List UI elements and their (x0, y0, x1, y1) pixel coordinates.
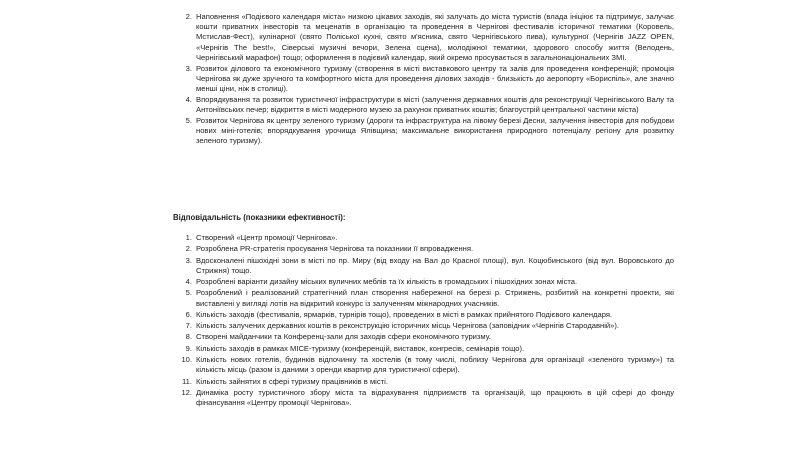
item-number: 11. (182, 376, 192, 386)
item-number: 10. (181, 355, 192, 365)
item-number: 5. (185, 288, 192, 298)
list-item (181, 355, 674, 375)
item-text: Створені майданчики та Конференц-зали для заходів сфери економічного туризму. (196, 332, 491, 342)
list-item (181, 387, 674, 408)
list-item (185, 277, 674, 287)
strategy-list (185, 12, 674, 147)
item-number: 3. (185, 63, 192, 73)
list-item (185, 255, 674, 276)
section-heading: Відповідальність (показники ефективності): (173, 213, 346, 222)
list-item (182, 376, 674, 387)
item-text: Кількість заходів (фестивалів, ярмарків, турнірів тощо), проведених в місті в рамках прийнятого Подієвого календаря. (196, 309, 613, 319)
item-text: Впорядкування та розвиток туристичної інфраструктури в місті (залучення державних коштів для реконструкції Чернігівського Валу та Антоніївських печер; відкриття в місті модерного музею за рахунок приватних коштів; благоустрій центральної частини міста) (196, 94, 674, 114)
item-text: Кількість залучених державних коштів в реконструкцію історичних місць Чернігова (заповідник «Чернігів Стародавній»). (196, 321, 620, 331)
kpi-list (181, 233, 674, 409)
item-text: Кількість зайнятих в сфері туризму працівників в місті. (196, 376, 388, 386)
item-number: 2. (185, 12, 192, 21)
item-number: 3. (185, 255, 192, 265)
list-item (185, 288, 674, 308)
item-text: Розроблені варіанти дизайну міських вуличних меблів та їх кількість в громадських і пішохідних зонах міста. (196, 277, 578, 287)
item-number: 4. (185, 94, 192, 104)
item-number: 12. (181, 387, 192, 397)
list-item (185, 94, 674, 115)
list-item (185, 332, 674, 342)
list-item (185, 12, 674, 63)
item-text: Розвиток Чернігова як центру зеленого туризму (дороги та інфраструктура на лівому березі Десни, залучення інвесторів для побудови нових міні-готелів; впорядкування урочища Ялівщина; максимальне використання природного потенціалу регіону для розвитку зеленого туризму). (196, 115, 674, 145)
item-number: 1. (185, 233, 192, 242)
list-item (185, 321, 674, 331)
item-text: Розроблена PR-стратегія просування Чернігова та показники її впровадження. (196, 244, 474, 254)
item-text: Створений «Центр промоції Чернігова». (196, 233, 338, 242)
list-item (185, 233, 674, 243)
item-text: Наповнення «Подієвого календаря міста» низкою цікавих заходів, які залучать до міста туристів (влада ініціює та підтримує, залучає кошти приватних інвесторів та меценатів в організацію та проведення в Чернігові фестивалів історичної тематики (Коровель, Мстислав-Фест), кулінарної (свято Поліської кухні, свято м'ясника, свято Чернігівського пива), культурної (Чернігів JAZZ OPEN, «Чернігів The best!», Сіверські музичні вечори, Зелена сцена), молодіжної тематики, здорового способу життя (Велодень, Чернігівський марафон) тощо; оформлення в подієвий календар, який окремо просувається в загальнонаціональних ЗМІ. (196, 12, 674, 62)
item-text: Кількість заходів в рамках MICE-туризму (конференцій, виставок, конгресів, семінарів тощо). (196, 343, 525, 353)
item-number: 2. (185, 244, 192, 254)
list-item (185, 63, 674, 95)
item-number: 8. (185, 332, 192, 342)
item-number: 9. (185, 343, 192, 353)
item-number: 7. (185, 321, 192, 331)
item-number: 6. (185, 309, 192, 319)
item-number: 4. (185, 277, 192, 287)
item-text: Вдосконалені пішохідні зони в місті по пр. Миру (від входу на Вал до Красної площі), вул. Коцюбинського (від вул. Воровського до Стрижня) тощо. (196, 255, 674, 275)
item-text: Розроблений і реалізований стратегічний план створення набережної на березі р. Стрижень, розбитий на конкретні проекти, які виставлені у вигляді лотів на відкритий конкурс із залученням міжнародних учасників. (196, 288, 674, 308)
list-item (185, 343, 674, 354)
item-text: Розвиток ділового та економічного туризму (створення в місті виставкового центру та залів для проведення конференцій; промоція Чернігова як дуже зручного та комфортного міста для проведення ділових заходів - близькість до аеропорту «Бориспіль», але значно менші ціни, ніж в столиці). (196, 63, 674, 93)
item-number: 5. (185, 115, 192, 125)
list-item (185, 244, 674, 254)
item-text: Кількість нових готелів, будинків відпочинку та хостелів (в тому числі, поблизу Чернігова для організації «зеленого туризму») та кількість місць (разом із даними з оренди квартир для туристичної сфери). (196, 355, 674, 375)
list-item (185, 309, 674, 320)
list-item (185, 115, 674, 147)
item-text: Динаміка росту туристичного збору міста та відрахування підприємств та організацій, що працюють в цій сфері до фонду фінансування «Центру промоції Чернігова». (196, 387, 674, 408)
